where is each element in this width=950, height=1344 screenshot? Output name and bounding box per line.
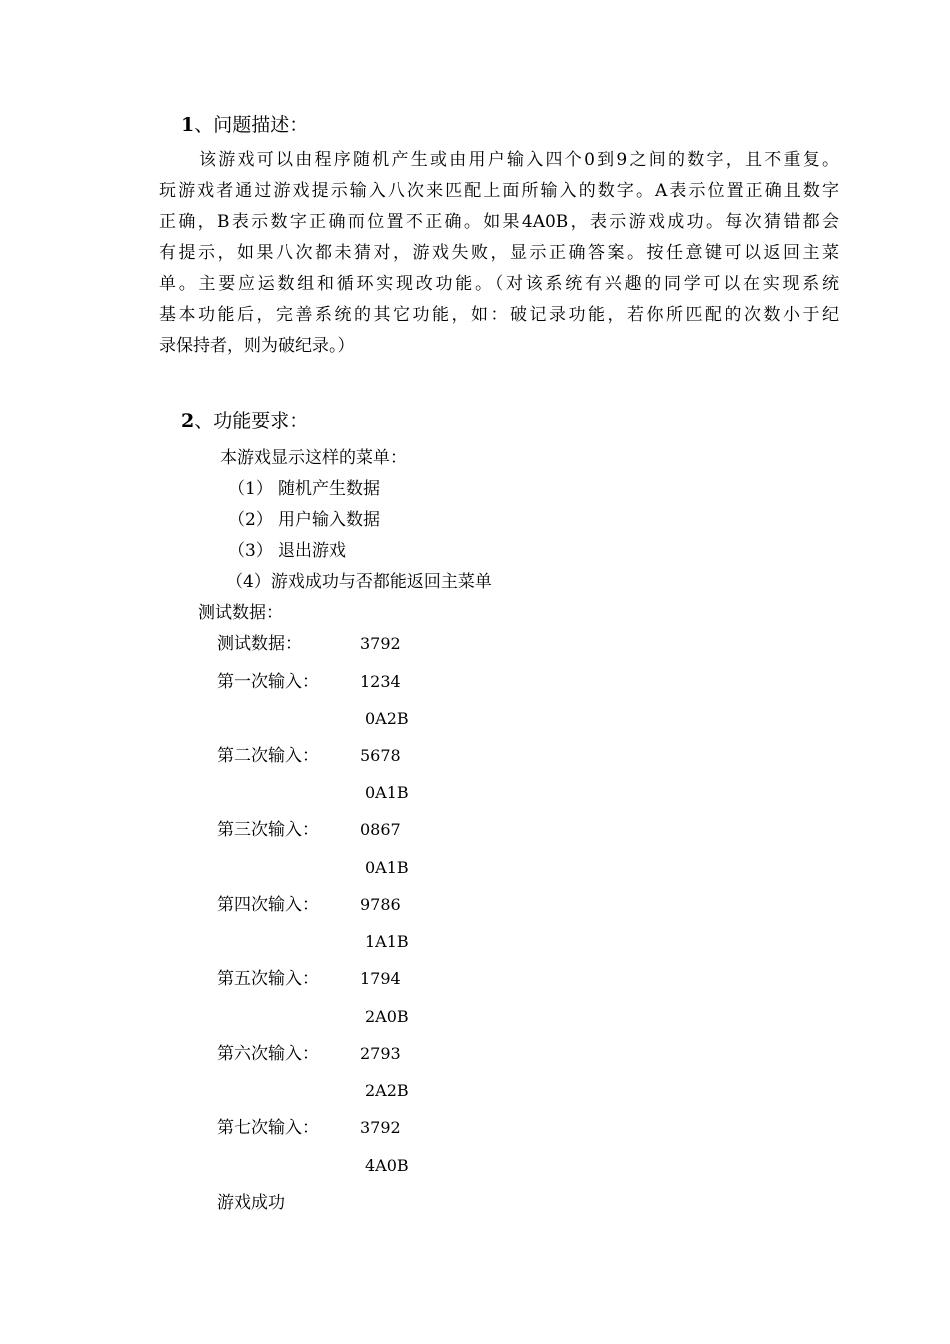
round-2-result: 0A1B xyxy=(365,783,409,802)
round-5-label: 第五次输入： xyxy=(217,969,319,989)
round-3-input: 0867 xyxy=(360,820,401,839)
section-2-title: 、功能要求： xyxy=(194,410,309,432)
section-2-heading xyxy=(181,408,308,434)
menu-item-3-index: （3） xyxy=(228,541,273,561)
round-1-label: 第一次输入： xyxy=(217,672,319,692)
round-7-result: 4A0B xyxy=(365,1156,409,1175)
round-1-result: 0A2B xyxy=(365,709,409,728)
menu-item-3-text: 退出游戏 xyxy=(278,541,346,561)
test-data-value: 3792 xyxy=(360,634,401,653)
round-7-label: 第七次输入： xyxy=(217,1118,319,1138)
round-7-input: 3792 xyxy=(360,1118,401,1137)
menu-item-1-index: （1） xyxy=(228,479,273,499)
game-success-text: 游戏成功 xyxy=(217,1193,285,1213)
round-6-label: 第六次输入： xyxy=(217,1044,319,1064)
section-1-title: 、问题描述： xyxy=(194,114,309,136)
section-1-heading xyxy=(181,112,308,138)
menu-item-4: （4）游戏成功与否都能返回主菜单 xyxy=(226,572,492,592)
round-4-input: 9786 xyxy=(360,895,401,914)
menu-item-2-index: （2） xyxy=(228,510,273,530)
test-data-heading: 测试数据： xyxy=(198,603,283,623)
round-6-input: 2793 xyxy=(360,1044,401,1063)
paragraph-line: 单。主要应运数组和循环实现改功能。（对该系统有兴趣的同学可以在实现系统 xyxy=(159,274,839,294)
paragraph-line: 基本功能后，完善系统的其它功能，如：破记录功能，若你所匹配的次数小于纪 xyxy=(159,305,839,325)
paragraph-line: 玩游戏者通过游戏提示输入八次来匹配上面所输入的数字。A表示位置正确且数字 xyxy=(159,181,839,201)
menu-item-2-text: 用户输入数据 xyxy=(278,510,380,530)
test-data-label: 测试数据： xyxy=(217,634,302,654)
round-2-label: 第二次输入： xyxy=(217,746,319,766)
round-1-input: 1234 xyxy=(360,672,401,691)
problem-description-paragraph xyxy=(159,145,839,362)
round-5-input: 1794 xyxy=(360,969,401,988)
round-4-label: 第四次输入： xyxy=(217,895,319,915)
round-6-result: 2A2B xyxy=(365,1081,409,1100)
round-3-label: 第三次输入： xyxy=(217,820,319,840)
round-2-input: 5678 xyxy=(360,746,401,765)
paragraph-line: 录保持者，则为破纪录。） xyxy=(159,336,355,356)
section-2-number: 2 xyxy=(181,410,195,432)
menu-item-1-text: 随机产生数据 xyxy=(278,479,380,499)
round-5-result: 2A0B xyxy=(365,1007,409,1026)
paragraph-line: 正确，B表示数字正确而位置不正确。如果4A0B，表示游戏成功。每次猜错都会 xyxy=(159,212,839,232)
paragraph-line: 该游戏可以由程序随机产生或由用户输入四个0到9之间的数字，且不重复。 xyxy=(199,150,839,170)
round-3-result: 0A1B xyxy=(365,858,409,877)
menu-intro: 本游戏显示这样的菜单： xyxy=(220,448,407,468)
round-4-result: 1A1B xyxy=(365,932,409,951)
section-1-number: 1 xyxy=(181,114,195,136)
paragraph-line: 有提示，如果八次都未猜对，游戏失败，显示正确答案。按任意键可以返回主菜 xyxy=(159,243,839,263)
